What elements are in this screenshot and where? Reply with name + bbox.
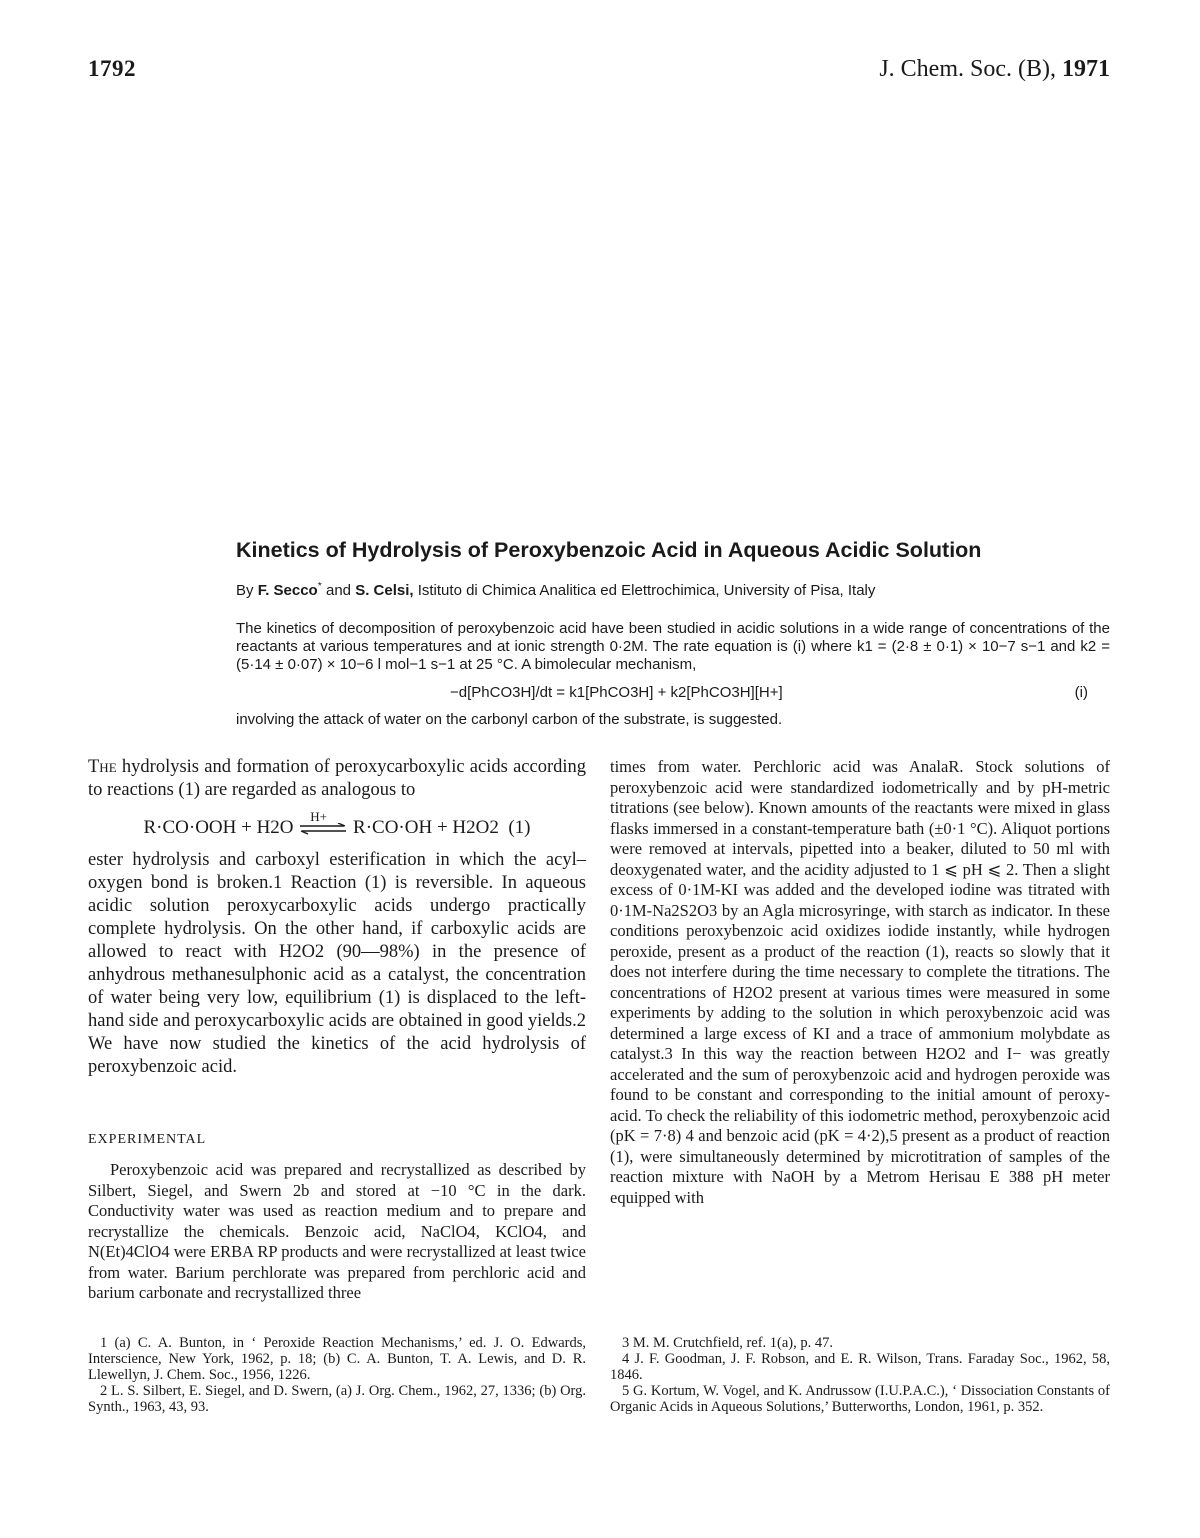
journal-name: J. Chem. Soc. (B), bbox=[879, 56, 1056, 82]
abstract-text: The kinetics of decomposition of peroxybenzoic acid have been studied in acidic solutions in a wide range of concentrations of the reactants at various temperatures and at ionic strength 0·2M. The rate equation is (i) where k1 = (2·8 ± 0·1) × 10−7 s−1 and k2 = (5·14 ± 0·07) × 10−6 l mol−1 s−1 at 25 °C. A bimolecular mechanism, bbox=[236, 620, 1110, 673]
intro-paragraph-1 bbox=[88, 756, 586, 802]
page-number: 1792 bbox=[88, 56, 136, 81]
author-2: S. Celsi, bbox=[355, 582, 414, 599]
right-column bbox=[610, 757, 1110, 1208]
footnote-5: 5 G. Kortum, W. Vogel, and K. Andrussow (I.U.P.A.C.), ‘ Dissociation Constants of Organic Acids in Aqueous Solutions,’ Butterworths, London, 1961, p. 352. bbox=[610, 1383, 1110, 1415]
rate-equation bbox=[236, 682, 1110, 704]
rate-equation-label: (i) bbox=[1074, 684, 1088, 701]
left-column bbox=[88, 756, 586, 1079]
author-1: F. Secco bbox=[257, 582, 318, 599]
reaction-catalyst: H+ bbox=[310, 808, 328, 824]
footnote-1: 1 (a) C. A. Bunton, in ‘ Peroxide Reaction Mechanisms,’ ed. J. O. Edwards, Interscience, New York, 1962, p. 18; (b) C. A. Bunton, T. A. Lewis, and D. R. Llewellyn, J. Chem. Soc., 1956, 1226. bbox=[88, 1335, 586, 1383]
reaction-lhs: R·CO·OOH + H2O bbox=[143, 817, 294, 838]
experimental-heading: EXPERIMENTAL bbox=[88, 1132, 207, 1147]
experimental-paragraph: Peroxybenzoic acid was prepared and recrystallized as described by Silbert, Siegel, and Swern 2b and stored at −10 °C in the dark. Conductivity water was used as reaction medium and to prepare and recrystallize the chemicals. Benzoic acid, NaClO4, KClO4, and N(Et)4ClO4 were ERBA RP products and were recrystallized at least twice from water. Barium perchlorate was prepared from perchloric acid and barium carbonate and recrystallized three bbox=[88, 1160, 586, 1302]
intro-paragraph-2: ester hydrolysis and carboxyl esterification in which the acyl–oxygen bond is broken.1 Reaction (1) is reversible. In aqueous acidic solution peroxycarboxylic acids undergo practically complete hydrolysis. On the other hand, if carboxylic acids are allowed to react with H2O2 (90—98%) in the presence of anhydrous methanesulphonic acid as a catalyst, the concentration of water being very low, equilibrium (1) is displaced to the left-hand side and peroxycarboxylic acids are obtained in good yields.2 We have now studied the kinetics of the acid hydrolysis of peroxybenzoic acid. bbox=[88, 850, 586, 1077]
footnotes-left bbox=[88, 1335, 586, 1415]
abstract bbox=[236, 620, 1110, 674]
rate-equation-text: −d[PhCO3H]/dt = k1[PhCO3H] + k2[PhCO3H][H+] bbox=[450, 684, 783, 701]
byline bbox=[236, 582, 875, 599]
footnotes-right bbox=[610, 1335, 1110, 1415]
footnote-2: 2 L. S. Silbert, E. Siegel, and D. Swern, (a) J. Org. Chem., 1962, 27, 1336; (b) Org. Synth., 1963, 43, 93. bbox=[88, 1383, 586, 1415]
footnote-4: 4 J. F. Goodman, J. F. Robson, and E. R. Wilson, Trans. Faraday Soc., 1962, 58, 1846. bbox=[610, 1351, 1110, 1383]
intro-first-word: The bbox=[88, 757, 117, 777]
corresponding-author-mark: * bbox=[317, 580, 322, 592]
abstract-conclusion: involving the attack of water on the carbonyl carbon of the substrate, is suggested. bbox=[236, 711, 783, 728]
reaction-equation bbox=[88, 808, 586, 839]
byline-by: By bbox=[236, 582, 254, 599]
methods-paragraph: times from water. Perchloric acid was AnalaR. Stock solutions of peroxybenzoic acid were standardized iodometrically and by pH-metric titrations (see below). Known amounts of the reactants were mixed in glass flasks immersed in a constant-temperature bath (±0·1 °C). Aliquot portions were removed at intervals, pipetted into a beaker, diluted to 50 ml with deoxygenated water, and the acidity adjusted to 1 ⩽ pH ⩽ 2. Then a slight excess of 0·1M-KI was added and the developed iodine was titrated with 0·1M-Na2S2O3 by an Agla microsyringe, with starch as indicator. In these conditions peroxybenzoic acid oxidizes iodide instantly, while hydrogen peroxide, present as a product of the reaction (1), reacts so slowly that it does not interfere during the time necessary to complete the titrations. The concentrations of H2O2 present at various times were measured in some experiments by adding to the solution in which peroxybenzoic acid was determined a large excess of KI and a trace of ammonium molybdate as catalyst.3 In this way the reaction between H2O2 and I− was greatly accelerated and the sum of peroxybenzoic acid and hydrogen peroxide was found to be constant and corresponding to the initial amount of peroxy-acid. To check the reliability of this iodometric method, peroxybenzoic acid (pK = 7·8) 4 and benzoic acid (pK = 4·2),5 present as a product of reaction (1), were simultaneously determined by microtitration of samples of the reaction mixture with NaOH by a Metrom Herisau E 388 pH meter equipped with bbox=[610, 757, 1110, 1207]
journal-reference bbox=[879, 56, 1110, 83]
article-title: Kinetics of Hydrolysis of Peroxybenzoic Acid in Aqueous Acidic Solution bbox=[236, 538, 982, 562]
reaction-label: (1) bbox=[508, 817, 531, 838]
reaction-rhs: R·CO·OH + H2O2 bbox=[353, 817, 499, 838]
footnote-3: 3 M. M. Crutchfield, ref. 1(a), p. 47. bbox=[622, 1335, 834, 1351]
journal-year: 1971 bbox=[1062, 56, 1110, 82]
equilibrium-arrow-icon bbox=[298, 808, 348, 839]
experimental-section bbox=[88, 1132, 586, 1304]
affiliation: Istituto di Chimica Analitica ed Elettrochimica, University of Pisa, Italy bbox=[417, 582, 876, 599]
intro-paragraph-1-text: hydrolysis and formation of peroxycarboxylic acids according to reactions (1) are regarded as analogous to bbox=[88, 757, 587, 800]
byline-and: and bbox=[325, 582, 352, 599]
